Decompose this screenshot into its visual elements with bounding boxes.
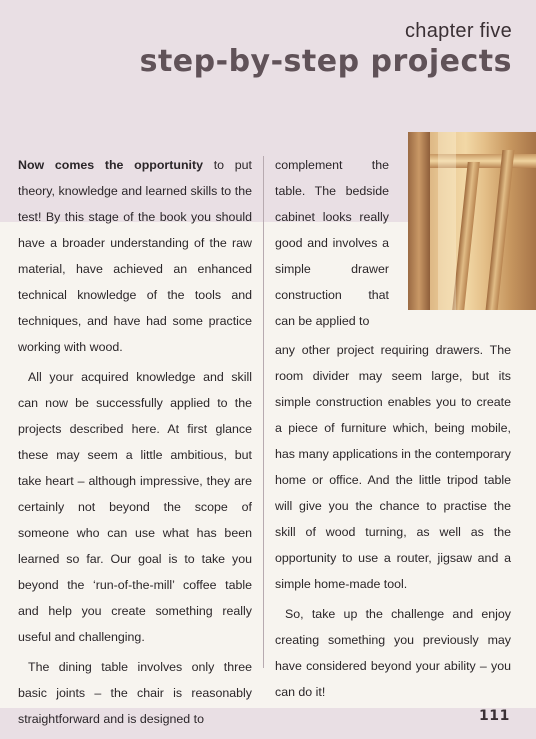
text-column-left bbox=[18, 152, 252, 732]
wood-sheen bbox=[438, 132, 456, 310]
chapter-title: step-by-step projects bbox=[139, 44, 512, 79]
chair-post bbox=[408, 132, 430, 310]
paragraph-dining-table: The dining table involves only three basic joints – the chair is reasonably straightforward and is designed to bbox=[18, 660, 252, 726]
text-column-right-wide bbox=[275, 337, 511, 705]
text-column-right-narrow bbox=[275, 152, 389, 334]
column-divider bbox=[263, 156, 264, 668]
chair-slat bbox=[452, 162, 480, 310]
chapter-label: chapter five bbox=[405, 20, 512, 42]
intro-rest: to put theory, knowledge and learned skills to the test! By this stage of the book you should have a broader understanding of the raw material, have achieved an enhanced technical knowledge of the tools and techniques, and have had some practice working with wood. bbox=[18, 158, 252, 354]
paragraph-drawers: any other project requiring drawers. The room divider may seem large, but its simple construction enables you to create a piece of furniture which, being mobile, has many applications in the contemporary home or office. And the little tripod table will give you the chance to practise the skill of wood turning, as well as the opportunity to use a router, jigsaw and a simple home-made tool. bbox=[275, 343, 511, 591]
paragraph-intro bbox=[18, 152, 252, 360]
chair-back-photo bbox=[408, 132, 536, 310]
paragraph-acquired-knowledge: All your acquired knowledge and skill can now be successfully applied to the projects described here. At first glance these may seem a little ambitious, but take heart – although impressive, they are certainly not beyond the scope of someone who can use what has been learned so far. Our goal is to take you beyond the ‘run-of-the-mill’ coffee table and help you create something really useful and challenging. bbox=[18, 370, 252, 644]
paragraph-challenge: So, take up the challenge and enjoy creating something you previously may have considered beyond your ability – you can do it! bbox=[275, 607, 511, 699]
page-number: 111 bbox=[478, 708, 510, 724]
paragraph-complement: complement the table. The bedside cabinet looks really good and involves a simple drawer construction that can be applied to bbox=[275, 158, 389, 328]
lead-in-bold: Now comes the opportunity bbox=[18, 158, 203, 172]
chair-slat bbox=[486, 150, 515, 310]
